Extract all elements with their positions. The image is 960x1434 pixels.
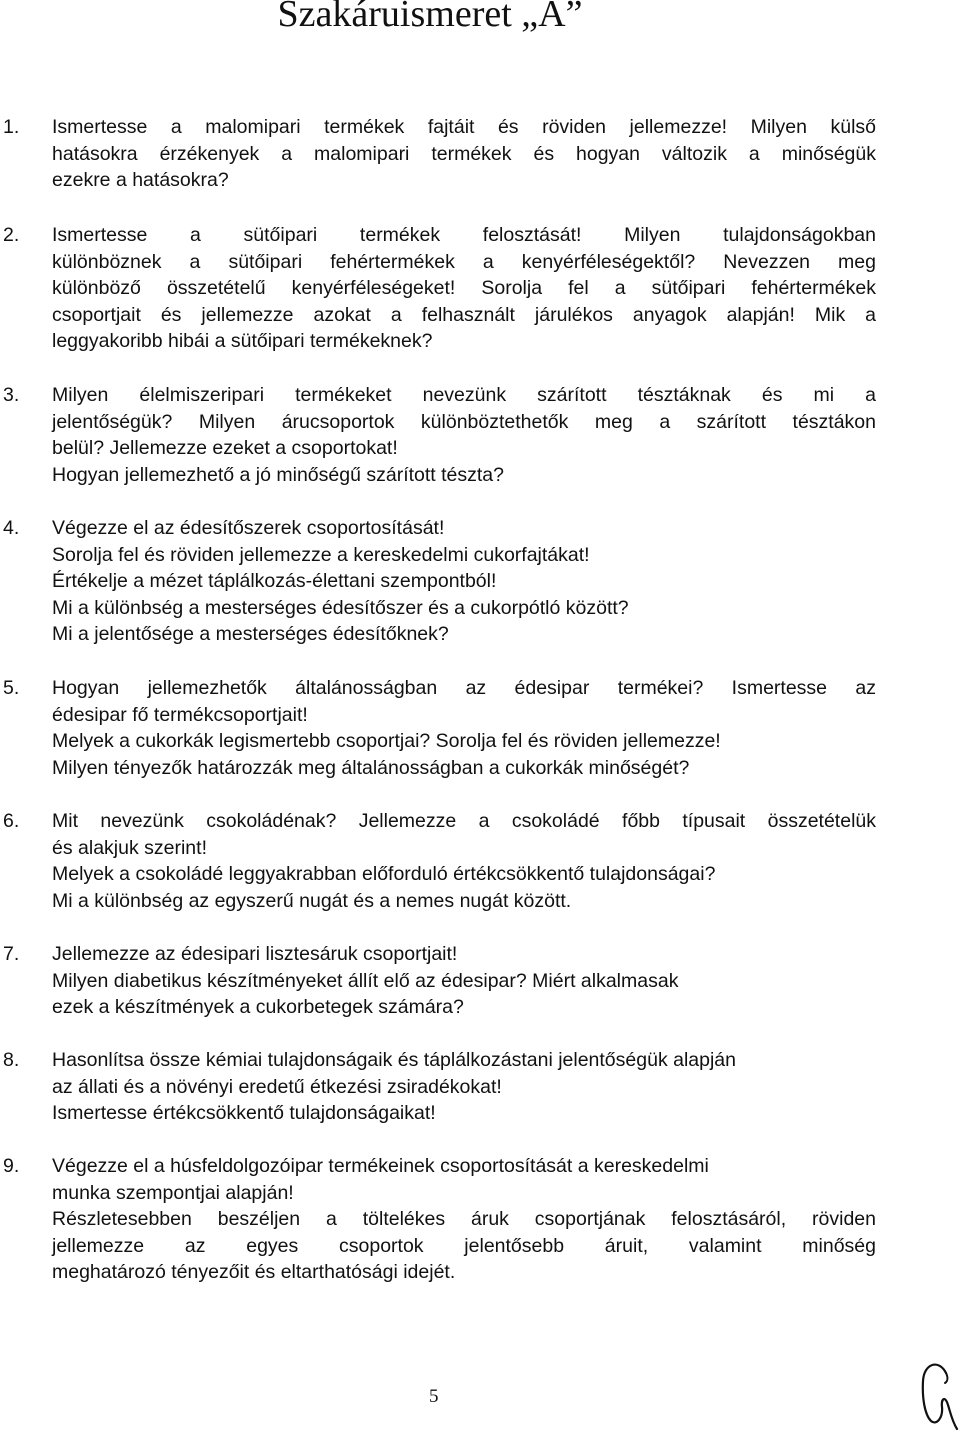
question-line: csoportjait és jellemezze azokat a felhasznált járulékos anyagok alapján! Mik a — [52, 303, 876, 326]
question-line: Mi a jelentősége a mesterséges édesítőknek? — [52, 623, 449, 646]
question-number: 6. — [3, 810, 20, 832]
question-line: Hogyan jellemezhető a jó minőségű szárított tészta? — [52, 463, 504, 486]
question-line: Milyen élelmiszeripari termékeket nevezünk szárított tésztáknak és mi a — [52, 384, 876, 406]
question-line: Mi a különbség a mesterséges édesítőszer és a cukorpótló között? — [52, 596, 629, 619]
question-text — [52, 675, 876, 781]
question-text — [52, 382, 876, 488]
handwritten-signature — [915, 1355, 960, 1434]
question-number: 4. — [3, 517, 20, 539]
question-line: hatásokra érzékenyek a malomipari termékek és hogyan változik a minőségük — [52, 142, 876, 165]
question-line: Ismertesse a sütőipari termékek felosztását! Milyen tulajdonságokban — [52, 224, 876, 246]
question-line: ezek a készítmények a cukorbetegek számára? — [52, 996, 464, 1019]
question-line: Mit nevezünk csokoládénak? Jellemezze a csokoládé főbb típusait összetételük — [52, 810, 876, 832]
question-line: leggyakoribb hibái a sütőipari termékeknek? — [52, 330, 433, 353]
question-line: Végezze el a húsfeldolgozóipar termékeinek csoportosítását a kereskedelmi — [52, 1155, 709, 1177]
question-text — [52, 941, 876, 1021]
question-line: Sorolja fel és röviden jellemezze a kereskedelmi cukorfajtákat! — [52, 543, 590, 566]
question-line: Mi a különbség az egyszerű nugát és a nemes nugát között. — [52, 889, 572, 912]
question-line: Részletesebben beszéljen a töltelékes áruk csoportjának felosztásáról, röviden — [52, 1208, 876, 1231]
question-number: 5. — [3, 677, 20, 699]
question-number: 7. — [3, 943, 20, 965]
document-title: Szakáruismeret „A” — [277, 0, 583, 35]
page-number: 5 — [429, 1386, 439, 1407]
question-line: Hasonlítsa össze kémiai tulajdonságaik és táplálkozástani jelentőségük alapján — [52, 1049, 736, 1071]
question-text — [52, 1047, 876, 1127]
question-line: az állati és a növényi eredetű étkezési zsiradékokat! — [52, 1075, 502, 1098]
question-text — [52, 808, 876, 914]
question-line: ezekre a hatásokra? — [52, 169, 229, 192]
question-number: 3. — [3, 384, 20, 406]
question-line: Értékelje a mézet táplálkozás-élettani szempontból! — [52, 570, 497, 593]
question-line: különböznek a sütőipari fehértermékek a kenyérféleségektől? Nevezzen meg — [52, 250, 876, 273]
question-line: meghatározó tényezőit és eltarthatósági idejét. — [52, 1261, 456, 1284]
question-number: 2. — [3, 224, 20, 246]
question-line: belül? Jellemezze ezeket a csoportokat! — [52, 437, 398, 460]
question-text — [52, 114, 876, 194]
question-line: jellemezze az egyes csoportok jelentősebb áruit, valamint minőség — [52, 1234, 876, 1257]
question-line: jelentőségük? Milyen árucsoportok különböztethetők meg a szárított tésztákon — [52, 410, 876, 433]
question-line: édesipar fő termékcsoportjait! — [52, 703, 308, 726]
question-line: és alakjuk szerint! — [52, 836, 207, 859]
question-text — [52, 222, 876, 355]
question-number: 8. — [3, 1049, 20, 1071]
question-line: Melyek a csokoládé leggyakrabban előforduló értékcsökkentő tulajdonságai? — [52, 863, 716, 886]
question-text — [52, 1153, 876, 1286]
question-line: Jellemezze az édesipari lisztesáruk csoportjait! — [52, 943, 458, 965]
question-line: munka szempontjai alapján! — [52, 1181, 294, 1204]
question-line: Hogyan jellemezhetők általánosságban az édesipar termékei? Ismertesse az — [52, 677, 876, 699]
question-line: különböző összetételű kenyérféleségeket! Sorolja fel a sütőipari fehértermékek — [52, 277, 876, 300]
question-number: 1. — [3, 116, 20, 138]
question-number: 9. — [3, 1155, 20, 1177]
question-line: Milyen tényezők határozzák meg általánosságban a cukorkák minőségét? — [52, 756, 690, 779]
question-line: Ismertesse a malomipari termékek fajtáit és röviden jellemezze! Milyen külső — [52, 116, 876, 138]
question-line: Végezze el az édesítőszerek csoportosítását! — [52, 517, 445, 539]
question-text — [52, 515, 876, 648]
question-line: Milyen diabetikus készítményeket állít elő az édesipar? Miért alkalmasak — [52, 969, 679, 992]
question-line: Ismertesse értékcsökkentő tulajdonságaikat! — [52, 1102, 436, 1125]
question-line: Melyek a cukorkák legismertebb csoportjai? Sorolja fel és röviden jellemezze! — [52, 730, 721, 753]
